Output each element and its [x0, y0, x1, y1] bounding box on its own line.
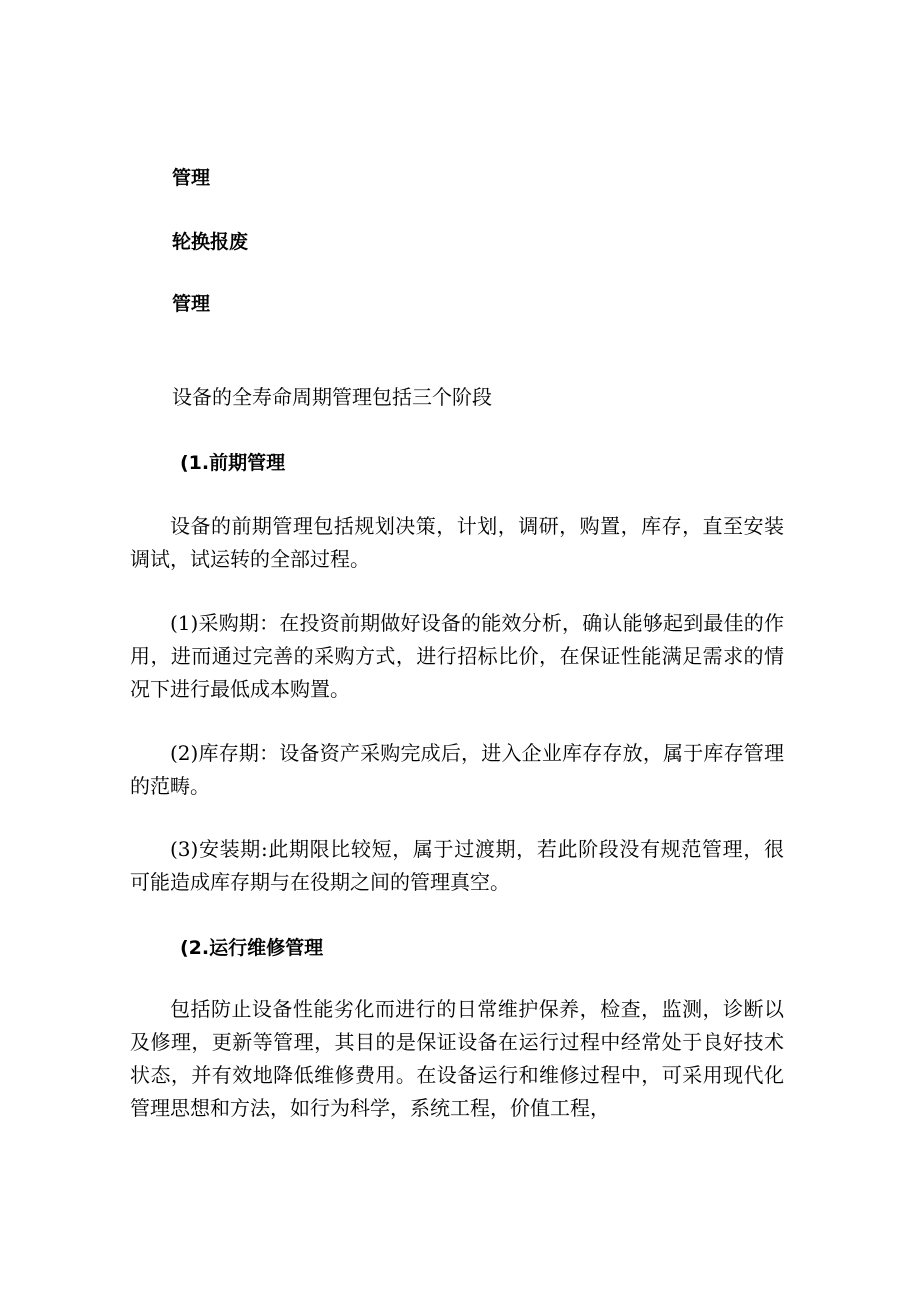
paragraph-operation-maintenance: 包括防止设备性能劣化而进行的日常维护保养，检查，监测，诊断以及修理，更新等管理，其目的是保证设备在运行过程中经常处于良好技术状态，并有效地降低维修费用。在设备运行和维修过程中，可采用现代化管理思想和方法，如行为科学，系统工程，价值工程， [130, 997, 784, 1120]
paragraph-procurement: (1)采购期：在投资前期做好设备的能效分析，确认能够起到最佳的作用，进而通过完善的采购方式，进行招标比价，在保证性能满足需求的情况下进行最低成本购置。 [130, 611, 784, 701]
intro-text: 设备的全寿命周期管理包括三个阶段 [172, 385, 492, 409]
section-title-operation-maintenance: (2.运行维修管理 [180, 937, 324, 959]
heading-management-1: 管理 [172, 167, 211, 189]
paragraph-inventory: (2)库存期：设备资产采购完成后，进入企业库存存放，属于库存管理的范畴。 [130, 741, 784, 798]
heading-management-2: 管理 [172, 293, 211, 315]
paragraph-early-management: 设备的前期管理包括规划决策，计划，调研，购置，库存，直至安装调试，试运转的全部过程。 [130, 514, 784, 571]
section-title-early-management: (1.前期管理 [180, 452, 286, 474]
heading-rotation-scrap: 轮换报废 [172, 231, 249, 253]
paragraph-installation: (3)安装期:此期限比较短，属于过渡期，若此阶段没有规范管理，很可能造成库存期与在役期之间的管理真空。 [130, 837, 784, 894]
